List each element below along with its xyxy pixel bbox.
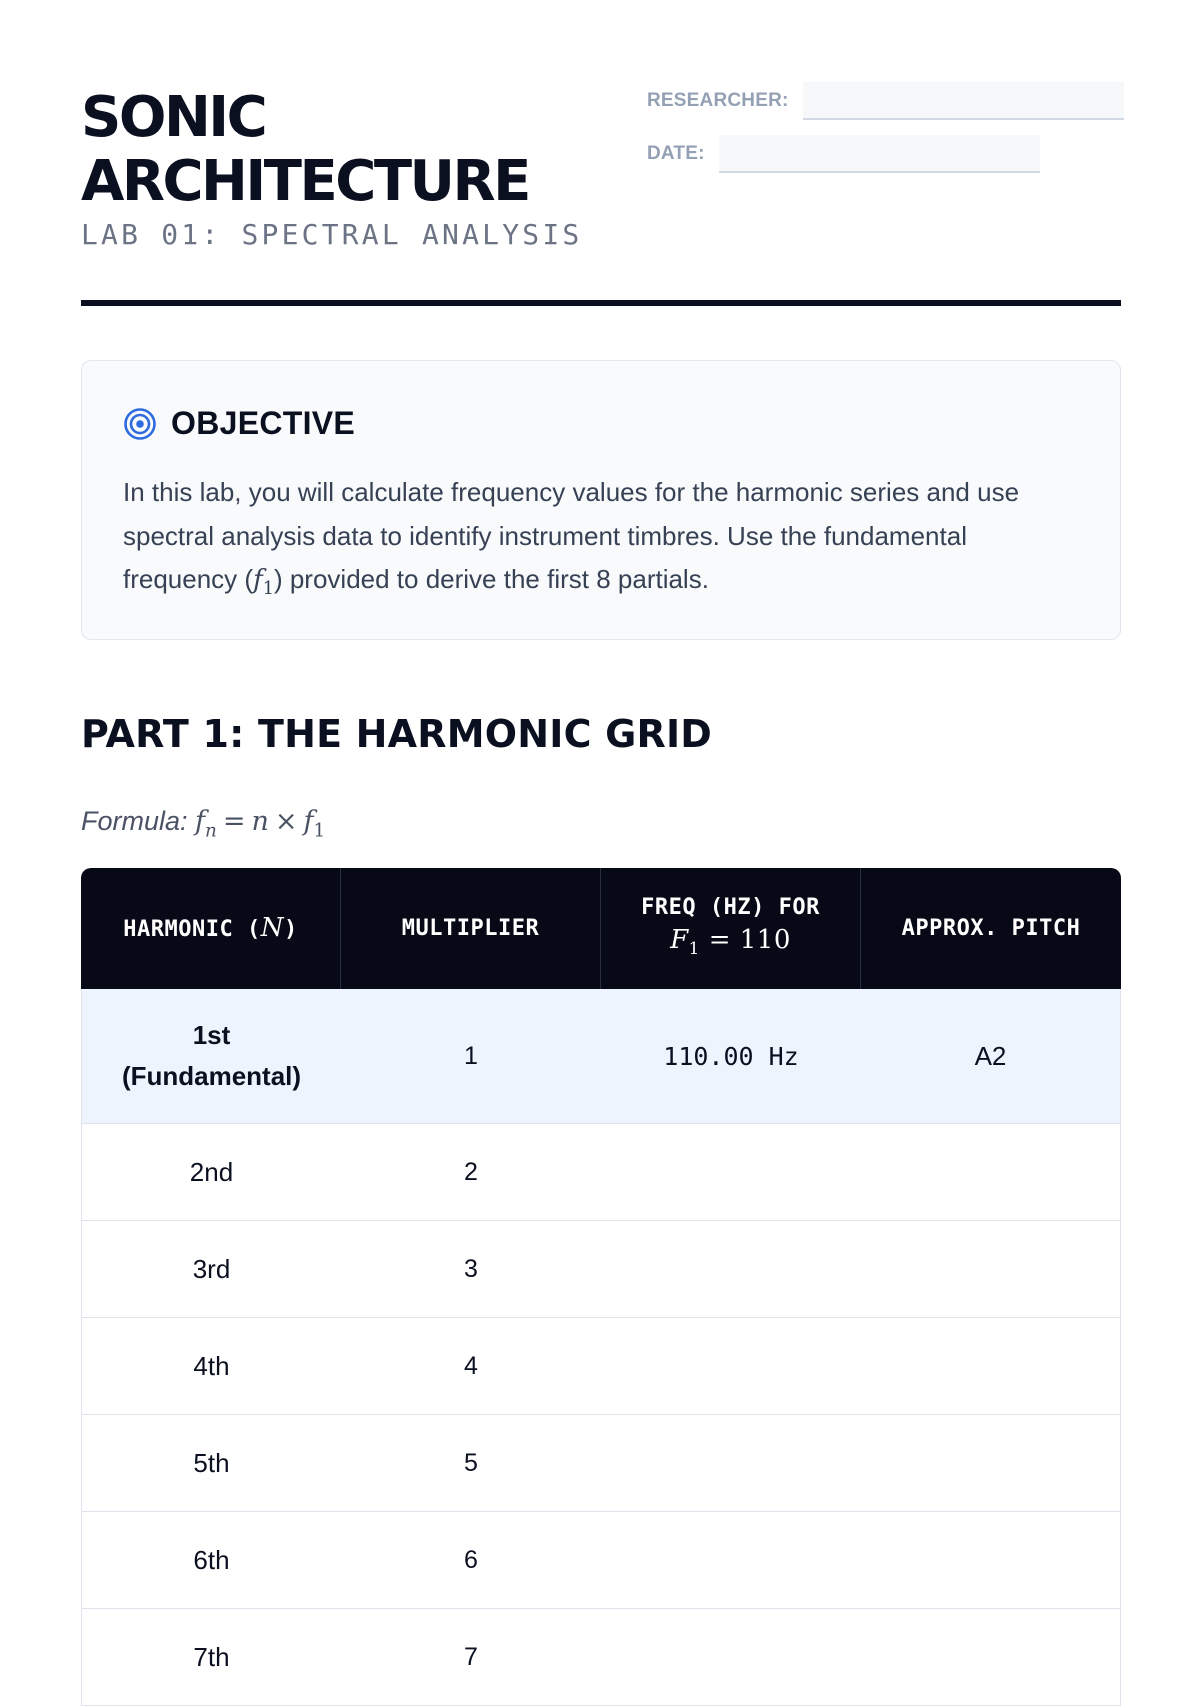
- multiplier-cell: 1: [341, 989, 601, 1124]
- frequency-input-cell[interactable]: [601, 1415, 861, 1512]
- frequency-input-cell[interactable]: [601, 1124, 861, 1221]
- harmonic-cell: 7th: [81, 1609, 341, 1706]
- pitch-cell: A2: [861, 989, 1121, 1124]
- target-icon: [123, 407, 157, 441]
- objective-text-before: In this lab, you will calculate frequency values for the harmonic series and use spectral analysis data to identify instrument timbres. Use the fundamental frequency (: [123, 477, 1020, 594]
- date-field: [647, 135, 1040, 173]
- harmonic-cell: 5th: [81, 1415, 341, 1512]
- multiplier-cell: 5: [341, 1415, 601, 1512]
- header-pitch: APPROX. PITCH: [861, 868, 1121, 989]
- header-divider: [81, 300, 1121, 306]
- researcher-label: RESEARCHER:: [647, 90, 789, 111]
- pitch-input-cell[interactable]: [861, 1609, 1121, 1706]
- multiplier-cell: 4: [341, 1318, 601, 1415]
- formula-label: Formula:: [81, 806, 188, 836]
- harmonic-cell: 4th: [81, 1318, 341, 1415]
- harmonic-cell: 2nd: [81, 1124, 341, 1221]
- title-line-2: ARCHITECTURE: [81, 149, 529, 214]
- table-row: [81, 989, 1121, 1124]
- multiplier-cell: 7: [341, 1609, 601, 1706]
- table-row: [81, 1512, 1121, 1609]
- formula-equation: $f_n = n \times f_1$: [195, 806, 326, 842]
- researcher-field: [647, 82, 1124, 120]
- title-line-1: SONIC: [81, 85, 266, 150]
- multiplier-cell: 2: [341, 1124, 601, 1221]
- harmonic-cell: 6th: [81, 1512, 341, 1609]
- frequency-input-cell[interactable]: [601, 1318, 861, 1415]
- frequency-cell: 110.00 Hz: [601, 989, 861, 1124]
- frequency-input-cell[interactable]: [601, 1221, 861, 1318]
- table-row: [81, 1415, 1121, 1512]
- date-label: DATE:: [647, 143, 705, 164]
- objective-text: [123, 471, 1083, 612]
- pitch-input-cell[interactable]: [861, 1415, 1121, 1512]
- multiplier-cell: 6: [341, 1512, 601, 1609]
- table-row: [81, 1221, 1121, 1318]
- frequency-input-cell[interactable]: [601, 1609, 861, 1706]
- formula-line: [81, 806, 325, 841]
- objective-math: $f_1$: [253, 565, 274, 600]
- part-1-title: PART 1: THE HARMONIC GRID: [81, 712, 713, 756]
- header-harmonic: HARMONIC (N): [81, 868, 341, 989]
- objective-box: [81, 360, 1121, 640]
- researcher-input[interactable]: [803, 82, 1124, 120]
- table-row: [81, 1124, 1121, 1221]
- multiplier-cell: 3: [341, 1221, 601, 1318]
- table-header-row: [81, 868, 1121, 989]
- objective-title: OBJECTIVE: [171, 405, 356, 441]
- harmonic-cell: 3rd: [81, 1221, 341, 1318]
- objective-text-after: ) provided to derive the first 8 partials.: [273, 564, 709, 594]
- table-row: [81, 1609, 1121, 1706]
- header-multiplier: MULTIPLIER: [341, 868, 601, 989]
- date-input[interactable]: [719, 135, 1040, 173]
- frequency-input-cell[interactable]: [601, 1512, 861, 1609]
- table-row: [81, 1318, 1121, 1415]
- harmonic-cell: 1st (Fundamental): [81, 989, 341, 1124]
- page-title: [81, 86, 529, 214]
- lab-subtitle: LAB 01: SPECTRAL ANALYSIS: [81, 218, 583, 251]
- pitch-input-cell[interactable]: [861, 1221, 1121, 1318]
- harmonic-grid-table: [81, 868, 1121, 1706]
- pitch-input-cell[interactable]: [861, 1124, 1121, 1221]
- pitch-input-cell[interactable]: [861, 1318, 1121, 1415]
- header-frequency: FREQ (HZ) FOR $F_1 = 110$: [601, 868, 861, 989]
- pitch-input-cell[interactable]: [861, 1512, 1121, 1609]
- objective-header: [123, 405, 355, 442]
